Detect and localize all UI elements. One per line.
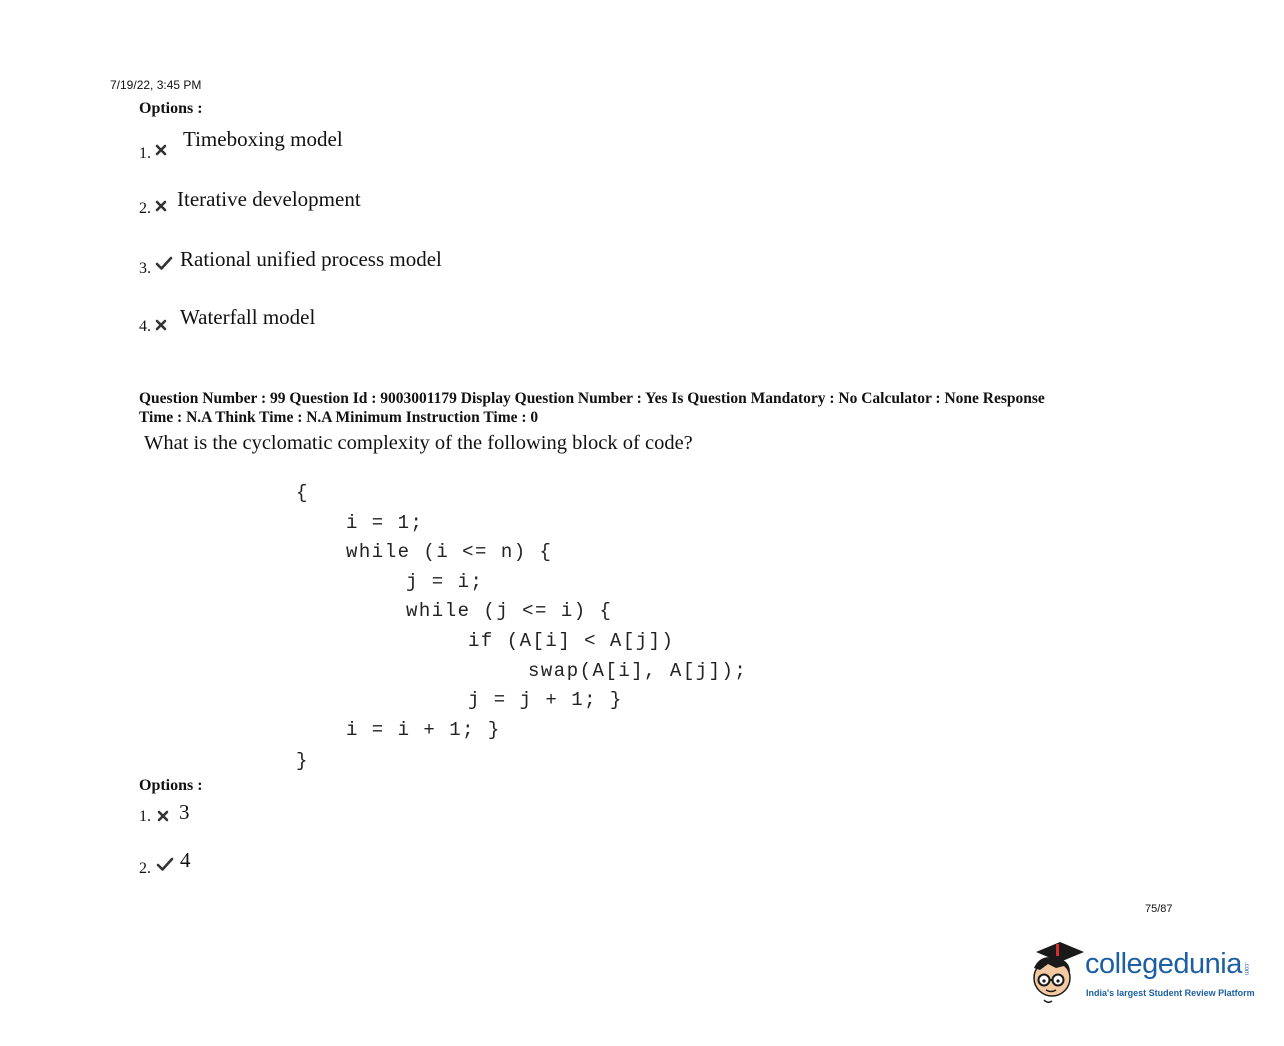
mascot-icon — [1026, 938, 1086, 1010]
option-number: 3. — [139, 260, 151, 277]
option-number: 1. — [139, 145, 151, 162]
option-text: Rational unified process model — [180, 247, 442, 271]
question-meta-line2: Time : N.A Think Time : N.A Minimum Instruction Time : 0 — [139, 409, 539, 426]
code-line: if (A[i] < A[j]) — [468, 630, 675, 652]
option-number: 1. — [139, 808, 151, 825]
option-number: 4. — [139, 318, 151, 335]
options-heading: Options : — [139, 777, 203, 794]
question-meta-line1: Question Number : 99 Question Id : 9003001179 Display Question Number : Yes Is Question Mandatory : No Calculator : None Response — [139, 390, 1045, 407]
code-line: swap(A[i], A[j]); — [528, 660, 748, 682]
cross-icon — [157, 809, 169, 827]
cross-icon — [155, 318, 167, 336]
code-line: i = 1; — [346, 512, 424, 534]
option-text: 4 — [180, 848, 191, 872]
logo-tagline: India's largest Student Review Platform — [1086, 988, 1255, 998]
option-text: Timeboxing model — [183, 127, 343, 151]
check-icon — [156, 856, 174, 877]
question-text: What is the cyclomatic complexity of the following block of code? — [144, 432, 693, 454]
question-meta — [139, 389, 1139, 427]
page-number: 75/87 — [1145, 903, 1173, 915]
option-text: Waterfall model — [180, 305, 316, 329]
code-line: while (j <= i) { — [406, 600, 613, 622]
code-line: { — [296, 482, 309, 504]
code-line: j = i; — [406, 571, 484, 593]
logo-wordmark: collegedunia — [1085, 948, 1242, 980]
option-text: 3 — [179, 800, 190, 824]
check-icon — [155, 255, 173, 276]
collegedunia-logo — [1026, 938, 1256, 1008]
option-number: 2. — [139, 860, 151, 877]
cross-icon — [155, 199, 167, 217]
logo-domain-suffix: .com — [1243, 962, 1249, 976]
cross-icon — [155, 143, 167, 161]
options-heading: Options : — [139, 100, 203, 117]
option-text: Iterative development — [177, 187, 361, 211]
print-timestamp: 7/19/22, 3:45 PM — [110, 78, 202, 92]
code-line: } — [296, 750, 309, 772]
code-line: i = i + 1; } — [346, 719, 501, 741]
option-number: 2. — [139, 200, 151, 217]
code-line: while (i <= n) { — [346, 541, 553, 563]
code-line: j = j + 1; } — [468, 689, 623, 711]
